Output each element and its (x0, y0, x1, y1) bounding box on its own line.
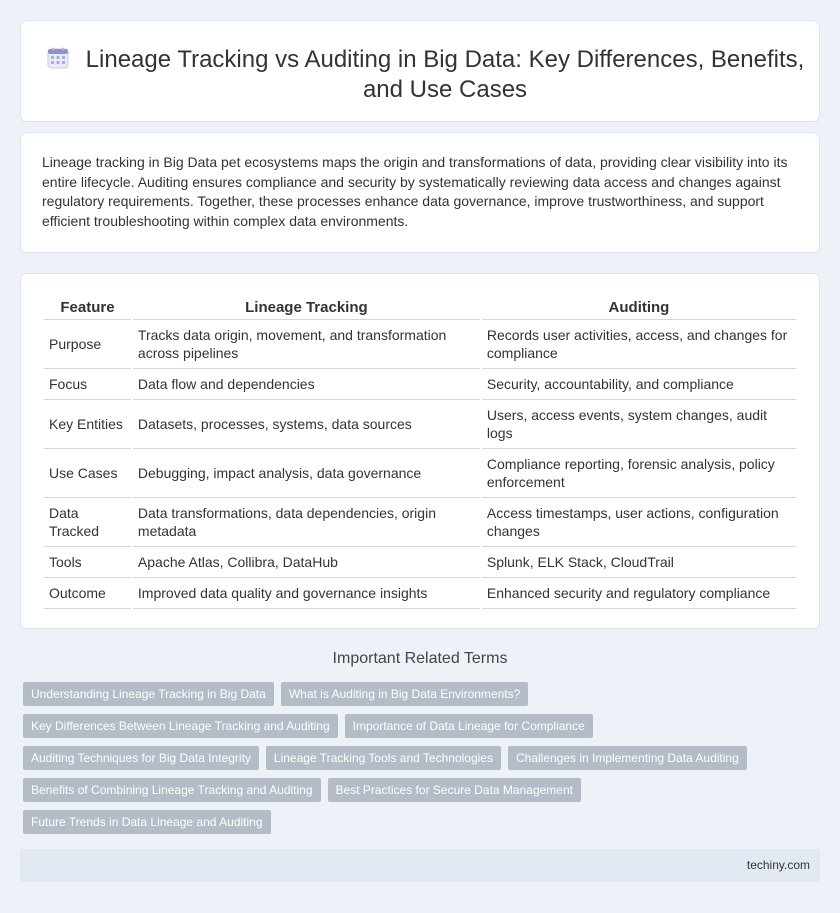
header-feature: Feature (44, 296, 131, 320)
table-header-row (44, 296, 796, 320)
feature-cell: Tools (44, 547, 131, 578)
auditing-cell: Access timestamps, user actions, configuration changes (482, 498, 796, 547)
lineage-cell: Improved data quality and governance insights (133, 578, 480, 609)
intro-card (20, 132, 820, 253)
related-term-tag[interactable]: Importance of Data Lineage for Compliance (345, 714, 593, 738)
related-terms-title: Important Related Terms (332, 650, 508, 667)
auditing-cell: Security, accountability, and compliance (482, 369, 796, 400)
lineage-cell: Tracks data origin, movement, and transformation across pipelines (133, 320, 480, 369)
header-auditing: Auditing (482, 296, 796, 320)
feature-cell: Use Cases (44, 449, 131, 498)
table-row (44, 400, 796, 449)
table-row (44, 578, 796, 609)
related-term-tag[interactable]: Benefits of Combining Lineage Tracking and Auditing (23, 778, 321, 802)
header-card (20, 20, 820, 122)
table-row (44, 547, 796, 578)
auditing-cell: Splunk, ELK Stack, CloudTrail (482, 547, 796, 578)
related-term-tag[interactable]: What is Auditing in Big Data Environments? (281, 682, 528, 706)
lineage-cell: Datasets, processes, systems, data sources (133, 400, 480, 449)
feature-cell: Key Entities (44, 400, 131, 449)
page-title: Lineage Tracking vs Auditing in Big Data: Key Differences, Benefits, and Use Cases (85, 46, 805, 103)
auditing-cell: Enhanced security and regulatory compliance (482, 578, 796, 609)
table-row (44, 369, 796, 400)
footer (20, 849, 820, 882)
related-term-tag[interactable]: Future Trends in Data Lineage and Auditing (23, 810, 271, 834)
comparison-table (42, 296, 798, 609)
related-term-tag[interactable]: Key Differences Between Lineage Tracking and Auditing (23, 714, 338, 738)
related-term-tag[interactable]: Challenges in Implementing Data Auditing (508, 746, 747, 770)
table-row (44, 498, 796, 547)
comparison-card (20, 273, 820, 629)
header-lineage-tracking: Lineage Tracking (133, 296, 480, 320)
lineage-cell: Data transformations, data dependencies, origin metadata (133, 498, 480, 547)
calendar-grid-icon (47, 47, 69, 69)
auditing-cell: Compliance reporting, forensic analysis, policy enforcement (482, 449, 796, 498)
lineage-cell: Debugging, impact analysis, data governance (133, 449, 480, 498)
related-terms-list (23, 682, 823, 834)
related-term-tag[interactable]: Auditing Techniques for Big Data Integrity (23, 746, 259, 770)
auditing-cell: Records user activities, access, and changes for compliance (482, 320, 796, 369)
feature-cell: Data Tracked (44, 498, 131, 547)
table-row (44, 449, 796, 498)
auditing-cell: Users, access events, system changes, audit logs (482, 400, 796, 449)
lineage-cell: Apache Atlas, Collibra, DataHub (133, 547, 480, 578)
feature-cell: Purpose (44, 320, 131, 369)
feature-cell: Outcome (44, 578, 131, 609)
table-row (44, 320, 796, 369)
feature-cell: Focus (44, 369, 131, 400)
footer-site-name: techiny.com (746, 858, 810, 872)
related-term-tag[interactable]: Understanding Lineage Tracking in Big Data (23, 682, 274, 706)
intro-paragraph: Lineage tracking in Big Data pet ecosystems maps the origin and transformations of data, providing clear visibility into its entire lifecycle. Auditing ensures compliance and security by systematically reviewing data access and changes against regulatory requirements. Together, these processes enhance data governance, improve trustworthiness, and support efficient troubleshooting within complex data environments. (42, 154, 788, 229)
lineage-cell: Data flow and dependencies (133, 369, 480, 400)
related-term-tag[interactable]: Best Practices for Secure Data Management (328, 778, 581, 802)
related-term-tag[interactable]: Lineage Tracking Tools and Technologies (266, 746, 501, 770)
